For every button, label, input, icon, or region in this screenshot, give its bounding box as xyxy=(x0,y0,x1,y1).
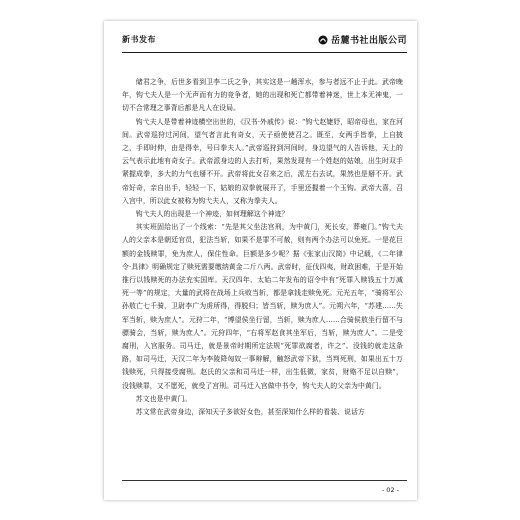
page-number: - 02 - xyxy=(381,486,399,494)
paragraph-5: 苏文也是中黄门。 xyxy=(135,394,192,403)
paragraph-2: 钩弋夫人是带着神迹横空出世的，《汉书·外戚传》说：“钩弋赵婕妤，昭帝母也，家在河间。武帝巡狩过河间，望气者言此有奇女，天子亟使使召之。既至，女两手皆拳，上自披之，手即时伸，由是得幸，号曰拳夫人。”武帝巡狩到河间时，身边望气的人告诉他，天上的云气表示此地有奇女子。武帝派身边的人去打听，果然发现有一个姓赵的姑娘，出生时双手紧握成拳，多大的力气也掰不开。武帝将此女召来之后，派左右去试，果然也是掰不开。武帝好奇，亲自出手，轻轻一下，姑娘的双拳就展开了，手里还握着一个玉钩。武帝大喜，召入宫中，所以此女被称为钩弋夫人，又称为拳夫人。 xyxy=(122,117,403,205)
header-rule xyxy=(122,52,407,53)
footer-rule xyxy=(122,480,407,481)
article-body xyxy=(122,76,403,419)
publisher-name: 岳麓书社出版公司 xyxy=(330,36,407,46)
paragraph-3: 钩弋夫人的出现是一个神迹，如何理解这个神迹？ xyxy=(135,210,289,219)
page-header xyxy=(122,33,407,49)
section-title: 新书发布 xyxy=(122,35,156,44)
paragraph-4: 其实班固给出了一个线索：“先是其父坐法宫刑，为中黄门，死长安，葬雍门。”钩弋夫人的父亲本是朝廷官员，犯法当斩，如果不是罪不可赦，则有两个办法可以免死。一是花巨额的金钱赎罪，免为庶人，保住性命。巨额是多少呢？据《张家山汉简》中记载，《二年律令·具律》明确规定了赎死需要缴纳黄金二斤八两。武帝时，征伐四夷，财政困难，于是开始推行以钱赎死的办法充实国库。天汉四年、太始二年发布的诏令中有“死罪入赎钱五十万减死一等”的规定，大量的武将在战场上兵败当斩，都是拿钱走赎免死。元光五年，“骑将军公孙敖亡七千骑，卫尉李广为虏所得，得脱归；皆当斩，赎为庶人”。元朔六年，“苏建……失军当斩，赎为庶人”。元狩二年，“博望侯坐行留，当斩，赎为庶人……合骑侯敖坐行留不与骠骑会，当斩，赎为庶人”。元狩四年，“右将军赵食其坐军后，当斩，赎为庶人”。二是受腐刑，入宫服务。司马迁，就是景帝时期所定法规“死罪欲腐者，许之”。没钱的就走这条路，如司马迁，天汉二年为李陵降匈奴一事辩解，触怒武帝下狱，当判死刑，如果出五十万钱赎死，只得接受腐刑。赵氏的父亲和司马迁一样，出生低微，家贫，财赂不足以自赎”，没钱赎罪，又不愿死，就受了宫刑。司马迁入宫做中书令，钩弋夫人的父亲为中黄门。 xyxy=(122,223,403,390)
paragraph-1: 储君之争，后世多看到卫李二氏之争，其实这是一趟浑水，参与者远不止于此。武帝晚年，钩弋夫人是一个无声而有力的竞争者，她的出现和死亡都带着神迷，世上本无神鬼，一切不合常理之事背后都是凡人在设局。 xyxy=(122,78,403,113)
book-page xyxy=(104,21,417,500)
publisher-logo-icon xyxy=(318,35,328,45)
publisher-brand xyxy=(318,33,407,46)
paragraph-6: 苏文常在武帝身边，深知天子多欲好女色，甚至深知什么样的看装、说话方 xyxy=(135,408,365,417)
